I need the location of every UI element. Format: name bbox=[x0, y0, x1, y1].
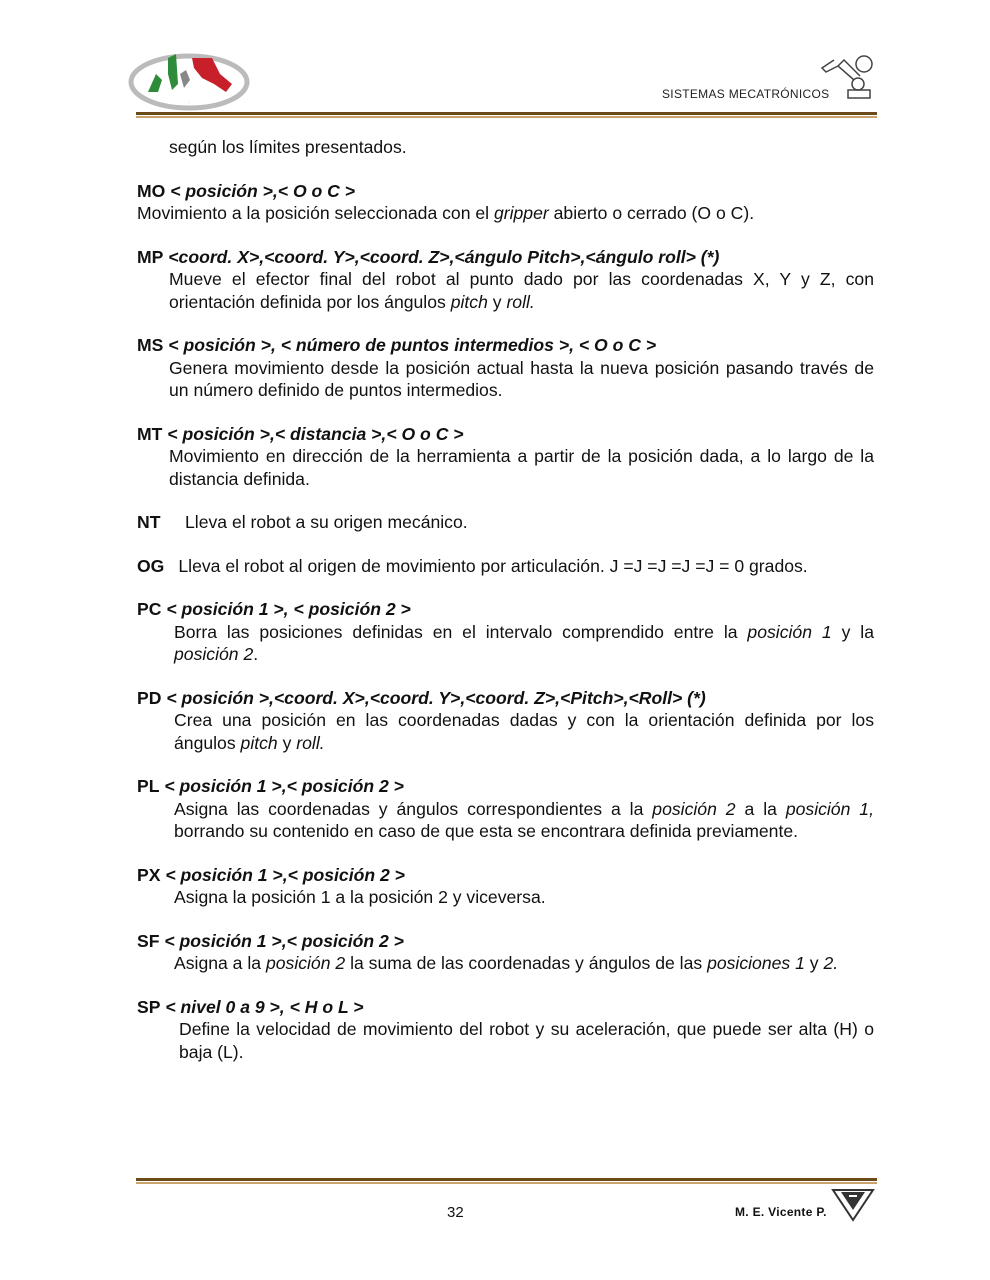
command-description: Genera movimiento desde la posición actual hasta la nueva posición pasando través de un número definido de puntos intermedios. bbox=[169, 357, 874, 400]
command-code: MP bbox=[137, 246, 164, 267]
command-description: Movimiento a la posición seleccionada con el gripper abierto o cerrado (O o C). bbox=[137, 203, 755, 223]
command-description: Asigna la posición 1 a la posición 2 y viceversa. bbox=[174, 887, 546, 907]
command-description: Borra las posiciones definidas en el intervalo comprendido entre la posición 1 y la posición 2. bbox=[174, 621, 874, 664]
command-description: Asigna las coordenadas y ángulos correspondientes a la posición 2 a la posición 1, borrando su contenido en caso de que esta se encontrara definida previamente. bbox=[174, 798, 874, 841]
command-px bbox=[137, 864, 874, 909]
command-pl bbox=[137, 775, 874, 843]
author-name: M. E. Vicente P. bbox=[735, 1205, 827, 1219]
institution-logo bbox=[128, 44, 250, 114]
command-mt bbox=[137, 423, 874, 491]
command-args: < posición >,< distancia >,< O o C > bbox=[167, 423, 464, 444]
header-rule bbox=[136, 112, 877, 118]
command-og bbox=[137, 555, 874, 578]
document-body bbox=[137, 136, 874, 1084]
author-logo-icon bbox=[831, 1188, 875, 1222]
command-code: PD bbox=[137, 687, 162, 708]
command-description: Lleva el robot al origen de movimiento por articulación. J =J =J =J =J = 0 grados. bbox=[178, 555, 808, 576]
command-args: < posición >, < número de puntos intermedios >, < O o C > bbox=[168, 335, 657, 355]
command-pc bbox=[137, 598, 874, 666]
command-description: Define la velocidad de movimiento del robot y su aceleración, que puede ser alta (H) o baja (L). bbox=[179, 1019, 874, 1062]
command-code: MS bbox=[137, 335, 164, 355]
command-args: < nivel 0 a 9 >, < H o L > bbox=[165, 996, 364, 1017]
command-sf bbox=[137, 930, 874, 975]
command-pd bbox=[137, 687, 874, 755]
command-code: MT bbox=[137, 423, 163, 444]
command-description: Crea una posición en las coordenadas dadas y con la orientación definida por los ángulos pitch y roll. bbox=[174, 710, 874, 753]
command-args: < posición 1 >,< posición 2 > bbox=[164, 776, 404, 796]
command-mo bbox=[137, 180, 874, 225]
command-code: PC bbox=[137, 599, 162, 619]
svg-text:·: · bbox=[188, 101, 190, 106]
command-args: < posición 1 >,< posición 2 > bbox=[165, 864, 405, 885]
command-description: Asigna a la posición 2 la suma de las coordenadas y ángulos de las posiciones 1 y 2. bbox=[174, 953, 839, 973]
intro-text: según los límites presentados. bbox=[169, 137, 407, 157]
command-nt bbox=[137, 511, 874, 534]
command-description: Lleva el robot a su origen mecánico. bbox=[185, 512, 468, 532]
command-code: SP bbox=[137, 996, 161, 1017]
command-description: Movimiento en dirección de la herramienta a partir de la posición dada, a lo largo de la distancia definida. bbox=[169, 446, 874, 489]
header-title: SISTEMAS MECATRÓNICOS bbox=[662, 87, 830, 101]
command-code: SF bbox=[137, 930, 160, 951]
robot-arm-icon bbox=[818, 54, 880, 104]
command-args: < posición >,<coord. X>,<coord. Y>,<coord. Z>,<Pitch>,<Roll> (*) bbox=[166, 687, 706, 708]
command-sp bbox=[137, 996, 874, 1064]
command-code: NT bbox=[137, 512, 161, 532]
command-args: < posición 1 >,< posición 2 > bbox=[164, 930, 404, 951]
command-ms bbox=[137, 334, 874, 402]
command-args: <coord. X>,<coord. Y>,<coord. Z>,<ángulo Pitch>,<ángulo roll> (*) bbox=[168, 246, 720, 267]
command-code: OG bbox=[137, 555, 165, 576]
command-mp bbox=[137, 246, 874, 314]
command-args: < posición >,< O o C > bbox=[170, 180, 356, 201]
command-code: PL bbox=[137, 776, 160, 796]
command-description: Mueve el efector final del robot al punto dado por las coordenadas X, Y y Z, con orientación definida por los ángulos pitch y roll. bbox=[169, 269, 874, 312]
command-args: < posición 1 >, < posición 2 > bbox=[166, 599, 411, 619]
command-code: MO bbox=[137, 180, 166, 201]
footer-rule bbox=[136, 1178, 877, 1184]
page-number: 32 bbox=[447, 1204, 464, 1221]
command-code: PX bbox=[137, 864, 161, 885]
